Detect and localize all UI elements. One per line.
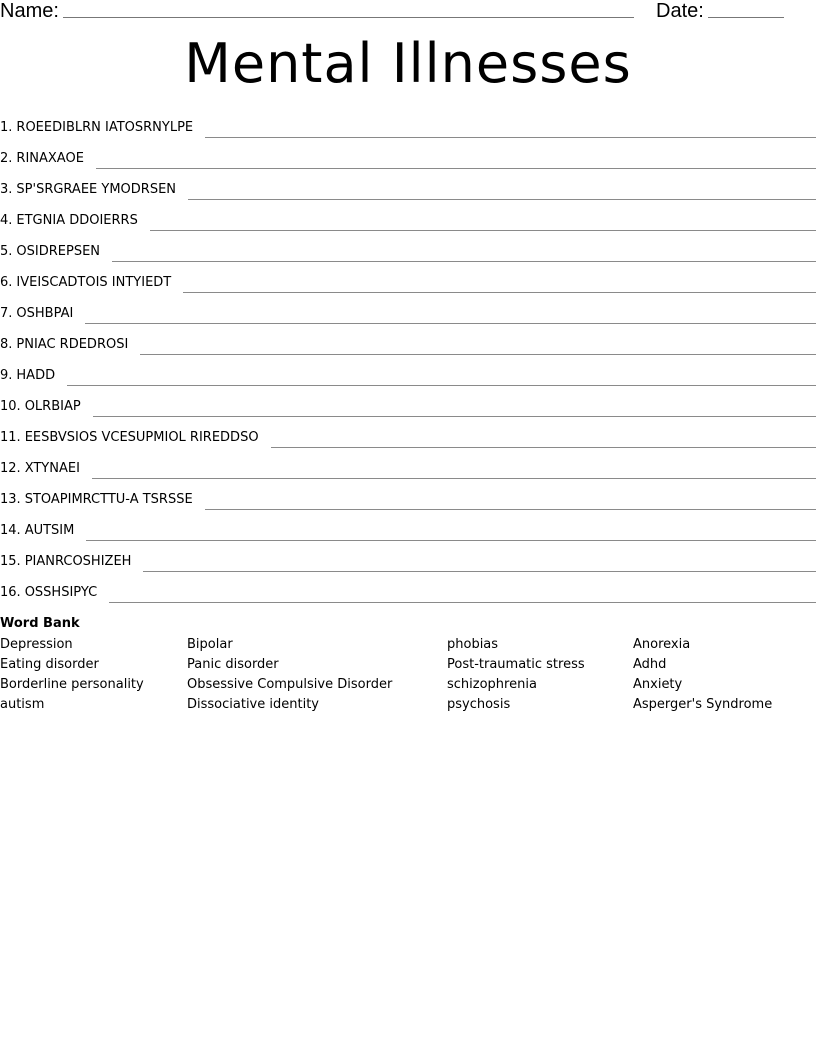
word-bank-word: Depression bbox=[0, 637, 73, 652]
scrambled-word: OSSHSIPYC bbox=[24, 585, 98, 600]
word-bank-word: Obsessive Compulsive Disorder bbox=[187, 677, 393, 692]
question-row bbox=[0, 294, 816, 325]
answer-line bbox=[86, 540, 816, 541]
scrambled-word: HADD bbox=[16, 368, 56, 383]
question-text bbox=[0, 212, 138, 232]
question-text bbox=[0, 181, 176, 201]
question-number: 9. bbox=[0, 368, 13, 383]
word-bank-word: Dissociative identity bbox=[187, 697, 319, 712]
scrambled-word: ETGNIA DDOIERRS bbox=[16, 213, 138, 228]
scrambled-word: SP'SRGRAEE YMODRSEN bbox=[16, 182, 177, 197]
scrambled-word: STOAPIMRCTTU-A TSRSSE bbox=[24, 492, 193, 507]
word-bank-column bbox=[633, 635, 772, 715]
word-bank-word: Eating disorder bbox=[0, 657, 99, 672]
question-row bbox=[0, 201, 816, 232]
scrambled-word: XTYNAEI bbox=[24, 461, 80, 476]
question-text bbox=[0, 460, 80, 480]
question-number: 6. bbox=[0, 275, 13, 290]
question-row bbox=[0, 325, 816, 356]
question-row bbox=[0, 511, 816, 542]
question-number: 14. bbox=[0, 523, 21, 538]
answer-line bbox=[140, 354, 816, 355]
answer-line bbox=[183, 292, 816, 293]
answer-line bbox=[93, 416, 816, 417]
word-bank-column bbox=[0, 635, 144, 715]
answer-line bbox=[96, 168, 816, 169]
answer-line bbox=[150, 230, 816, 231]
word-bank-column bbox=[187, 635, 392, 715]
question-text bbox=[0, 243, 100, 263]
word-bank-title: Word Bank bbox=[0, 616, 80, 631]
question-text bbox=[0, 522, 74, 542]
scrambled-word: EESBVSIOS VCESUPMIOL RIREDDSO bbox=[24, 430, 259, 445]
scrambled-word: OSHBPAI bbox=[16, 306, 74, 321]
scrambled-word: RINAXAOE bbox=[16, 151, 84, 166]
question-number: 2. bbox=[0, 151, 13, 166]
question-row bbox=[0, 263, 816, 294]
word-bank-column bbox=[447, 635, 585, 715]
question-number: 13. bbox=[0, 492, 21, 507]
word-bank-word: Adhd bbox=[633, 657, 667, 672]
question-text bbox=[0, 150, 84, 170]
scrambled-word: IVEISCADTOIS INTYIEDT bbox=[16, 275, 172, 290]
word-bank-word: schizophrenia bbox=[447, 677, 537, 692]
question-row bbox=[0, 108, 816, 139]
word-bank-word: Post-traumatic stress bbox=[447, 657, 585, 672]
question-number: 10. bbox=[0, 399, 21, 414]
scrambled-word: ROEEDIBLRN IATOSRNYLPE bbox=[16, 120, 194, 135]
word-bank-word: Asperger's Syndrome bbox=[633, 697, 773, 712]
question-text bbox=[0, 367, 55, 387]
question-row bbox=[0, 356, 816, 387]
question-text bbox=[0, 274, 171, 294]
word-bank bbox=[0, 635, 816, 715]
date-blank-line bbox=[708, 17, 784, 18]
question-row bbox=[0, 449, 816, 480]
answer-line bbox=[109, 602, 816, 603]
answer-line bbox=[188, 199, 816, 200]
question-number: 16. bbox=[0, 585, 21, 600]
question-text bbox=[0, 305, 73, 325]
word-bank-word: Borderline personality bbox=[0, 677, 144, 692]
scrambled-word: OSIDREPSEN bbox=[16, 244, 101, 259]
question-row bbox=[0, 573, 816, 604]
word-bank-word: psychosis bbox=[447, 697, 511, 712]
question-row bbox=[0, 232, 816, 263]
scrambled-word: PNIAC RDEDROSI bbox=[16, 337, 129, 352]
question-text bbox=[0, 336, 128, 356]
question-number: 1. bbox=[0, 120, 13, 135]
scrambled-word: OLRBIAP bbox=[24, 399, 81, 414]
answer-line bbox=[143, 571, 816, 572]
question-number: 12. bbox=[0, 461, 21, 476]
question-list bbox=[0, 108, 816, 604]
word-bank-word: autism bbox=[0, 697, 45, 712]
question-number: 3. bbox=[0, 182, 13, 197]
question-row bbox=[0, 139, 816, 170]
question-number: 15. bbox=[0, 554, 21, 569]
question-row bbox=[0, 387, 816, 418]
answer-line bbox=[67, 385, 816, 386]
answer-line bbox=[205, 509, 816, 510]
name-blank-line bbox=[63, 17, 634, 18]
question-number: 7. bbox=[0, 306, 13, 321]
question-number: 4. bbox=[0, 213, 13, 228]
question-row bbox=[0, 170, 816, 201]
question-text bbox=[0, 491, 193, 511]
word-bank-word: Anxiety bbox=[633, 677, 683, 692]
name-label: Name: bbox=[0, 0, 59, 22]
worksheet-header bbox=[0, 0, 816, 26]
page-title: Mental Illnesses bbox=[184, 32, 632, 95]
word-bank-word: Anorexia bbox=[633, 637, 691, 652]
word-bank-word: Bipolar bbox=[187, 637, 233, 652]
date-label: Date: bbox=[656, 0, 704, 22]
question-text bbox=[0, 584, 97, 604]
answer-line bbox=[112, 261, 816, 262]
question-number: 5. bbox=[0, 244, 13, 259]
scrambled-word: PIANRCOSHIZEH bbox=[24, 554, 132, 569]
scrambled-word: AUTSIM bbox=[24, 523, 75, 538]
question-text bbox=[0, 119, 193, 139]
answer-line bbox=[92, 478, 816, 479]
answer-line bbox=[271, 447, 816, 448]
question-row bbox=[0, 542, 816, 573]
question-text bbox=[0, 398, 81, 418]
word-bank-word: Panic disorder bbox=[187, 657, 279, 672]
answer-line bbox=[85, 323, 816, 324]
question-number: 11. bbox=[0, 430, 21, 445]
question-number: 8. bbox=[0, 337, 13, 352]
word-bank-word: phobias bbox=[447, 637, 499, 652]
answer-line bbox=[205, 137, 816, 138]
question-row bbox=[0, 418, 816, 449]
question-text bbox=[0, 429, 259, 449]
question-text bbox=[0, 553, 131, 573]
question-row bbox=[0, 480, 816, 511]
